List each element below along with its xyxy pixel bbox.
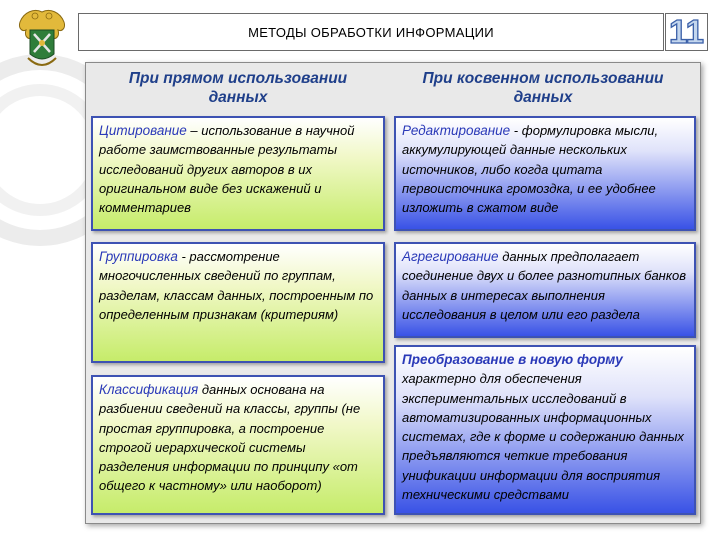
method-text-transformation: характерно для обеспечения экспериментальных исследований в автоматизированных информационных системах, где к форме и содержанию данных предъявляются четкие требования унификации информации для восприятия техническими средствами <box>402 371 684 503</box>
method-term-classification: Классификация <box>99 382 199 397</box>
method-term-aggregation: Агрегирование <box>402 249 499 264</box>
page-title: МЕТОДЫ ОБРАБОТКИ ИНФОРМАЦИИ <box>248 25 494 40</box>
method-box-grouping <box>91 242 385 363</box>
method-box-classification <box>91 375 385 515</box>
method-box-aggregation <box>394 242 696 338</box>
method-box-transformation <box>394 345 696 515</box>
method-term-transformation: Преобразование в новую форму <box>402 352 623 367</box>
method-box-citation <box>91 116 385 231</box>
column-heading-direct: При прямом использовании данных <box>128 70 348 106</box>
method-text-citation: – использование в научной работе заимствованные результаты исследований других авторов в их оригинальном виде без искажений и комментариев <box>99 123 355 216</box>
method-text-aggregation: данных предполагает соединение двух и более разнотипных банков данных в интересах выполнения исследования в целом или его раздела <box>402 249 686 322</box>
method-term-editing: Редактирование <box>402 123 511 138</box>
emblem-logo <box>14 6 70 74</box>
method-box-editing <box>394 116 696 231</box>
method-text-classification: данных основана на разбиении сведений на классы, группы (не простая группировка, а построение строгой иерархической системы разделения информации по принципу «от общего к частному» или наоборот) <box>99 382 361 494</box>
slide-number-box <box>665 13 708 51</box>
title-bar <box>78 13 664 51</box>
method-text-grouping: - рассмотрение многочисленных сведений по группам, разделам, классам данных, построенным по определенным признакам (критериям) <box>99 249 374 322</box>
content-panel <box>85 62 701 524</box>
method-term-citation: Цитирование <box>99 123 187 138</box>
method-term-grouping: Группировка <box>99 249 178 264</box>
method-text-editing: - формулировка мысли, аккумулирующей данные нескольких источников, либо когда цитата первоисточника громоздка, и ее удобнее изложить в сжатом виде <box>402 123 659 216</box>
column-heading-indirect: При косвенном использовании данных <box>422 70 664 106</box>
slide-number: 11 <box>669 13 704 50</box>
